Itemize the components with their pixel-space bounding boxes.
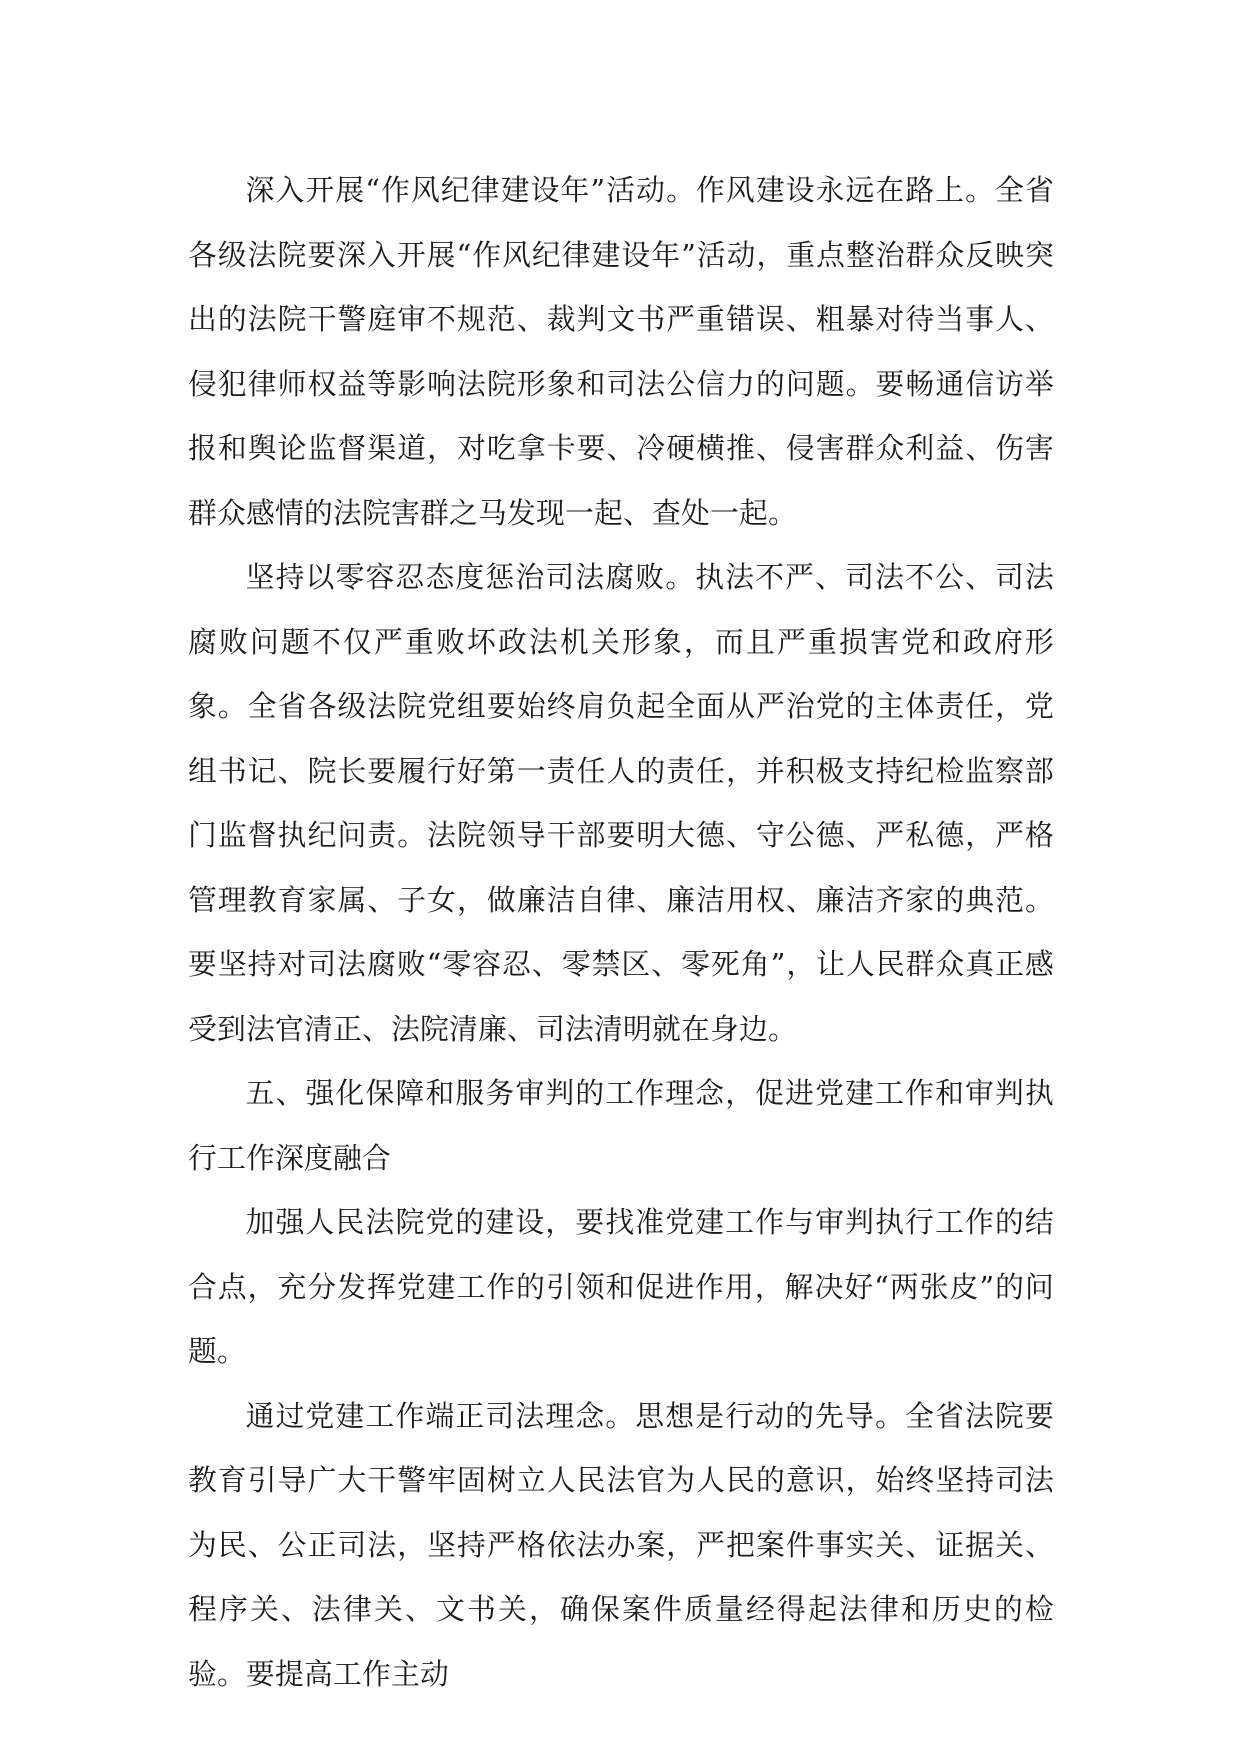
paragraph-judicial-philosophy: 通过党建工作端正司法理念。思想是行动的先导。全省法院要教育引导广大干警牢固树立人民法官为人民的意识，始终坚持司法为民、公正司法，坚持严格依法办案，严把案件事实关、证据关、程序关、法律关、文书关，确保案件质量经得起法律和历史的检验。要提高工作主动 — [188, 1398, 1054, 1691]
section-heading-five: 五、强化保障和服务审判的工作理念，促进党建工作和审判执行工作深度融合 — [188, 1076, 1054, 1175]
paragraph-zero-tolerance-corruption: 坚持以零容忍态度惩治司法腐败。执法不严、司法不公、司法腐败问题不仅严重败坏政法机关形象，而且严重损害党和政府形象。全省各级法院党组要始终肩负起全面从严治党的主体责任，党组书记、院长要履行好第一责任人的责任，并积极支持纪检监察部门监督执纪问责。法院领导干部要明大德、守公德、严私德，严格管理教育家属、子女，做廉洁自律、廉洁用权、廉洁齐家的典范。要坚持对司法腐败“零容忍、零禁区、零死角”，让人民群众真正感受到法官清正、法院清廉、司法清明就在身边。 — [188, 560, 1054, 1046]
paragraph-work-style-discipline: 深入开展“作风纪律建设年”活动。作风建设永远在路上。全省各级法院要深入开展“作风纪律建设年”活动，重点整治群众反映突出的法院干警庭审不规范、裁判文书严重错误、粗暴对待当事人、侵犯律师权益等影响法院形象和司法公信力的问题。要畅通信访举报和舆论监督渠道，对吃拿卡要、冷硬横推、侵害群众利益、伤害群众感情的法院害群之马发现一起、查处一起。 — [188, 173, 1054, 530]
document-body — [188, 158, 1054, 1706]
paragraph-party-building: 加强人民法院党的建设，要找准党建工作与审判执行工作的结合点，充分发挥党建工作的引领和促进作用，解决好“两张皮”的问题。 — [188, 1205, 1054, 1368]
